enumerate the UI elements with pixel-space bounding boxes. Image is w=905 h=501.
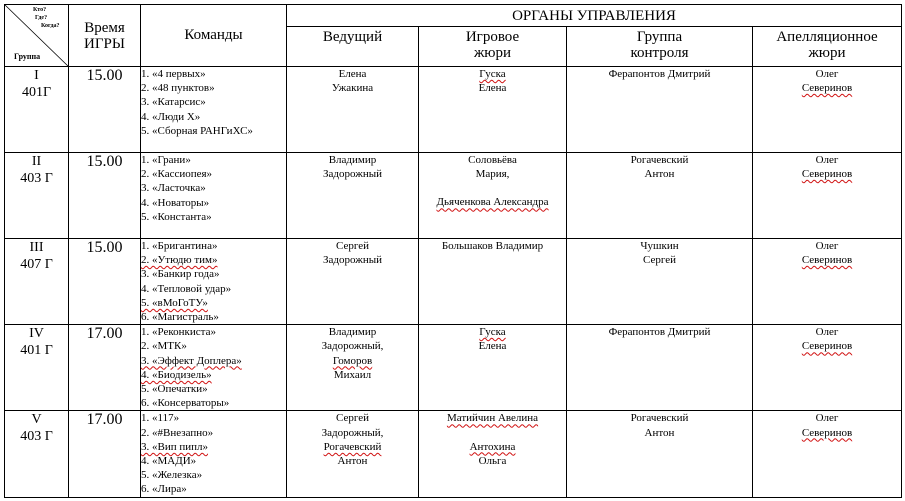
team-item: 5. «Константа» bbox=[141, 210, 212, 223]
game-jury-cell: Большаков Владимир bbox=[419, 239, 567, 325]
team-item: 5. «Опечатки» bbox=[141, 383, 208, 396]
header-when: Когда? bbox=[41, 23, 60, 29]
header-where: Где? bbox=[35, 15, 48, 21]
time-cell: 15.00 bbox=[69, 67, 141, 153]
team-item: 2. «#Внезапно» bbox=[141, 426, 214, 439]
teams-cell bbox=[141, 325, 287, 411]
teams-cell bbox=[141, 153, 287, 239]
header-teams: Команды bbox=[141, 5, 287, 67]
team-item: 1. «Реконкиста» bbox=[141, 326, 216, 339]
game-jury-cell: Соловьёва Мария, Дьяченкова Александра bbox=[419, 153, 567, 239]
teams-cell bbox=[141, 239, 287, 325]
group-cell: II 403 Г bbox=[5, 153, 69, 239]
diagonal-header-cell bbox=[5, 5, 69, 67]
group-cell: I 401Г bbox=[5, 67, 69, 153]
team-item: 2. «48 пунктов» bbox=[141, 82, 215, 95]
control-cell: Ферапонтов Дмитрий bbox=[567, 67, 753, 153]
team-item: 1. «Грани» bbox=[141, 154, 191, 166]
game-jury-cell: Матийчин Авелина Антохина Ольга bbox=[419, 411, 567, 498]
header-game-jury: Игровое жюри bbox=[419, 27, 567, 67]
team-item: 4. «Биодизель» bbox=[141, 368, 212, 381]
team-item: 1. «Бригантина» bbox=[141, 240, 218, 252]
header-organs: ОРГАНЫ УПРАВЛЕНИЯ bbox=[287, 5, 902, 27]
appeal-cell: Олег Северинов bbox=[753, 153, 902, 239]
appeal-cell: Олег Северинов bbox=[753, 325, 902, 411]
team-item: 6. «Магистраль» bbox=[141, 311, 219, 324]
header-time: Время ИГРЫ bbox=[69, 5, 141, 67]
team-item: 2. «МТК» bbox=[141, 340, 187, 353]
team-item: 4. «Люди Х» bbox=[141, 110, 201, 123]
time-cell: 15.00 bbox=[69, 153, 141, 239]
host-cell: Сергей Задорожный bbox=[287, 239, 419, 325]
team-item: 5. «Сборная РАНГиХС» bbox=[141, 124, 253, 137]
group-cell: IV 401 Г bbox=[5, 325, 69, 411]
team-item: 3. «Банкир года» bbox=[141, 268, 220, 281]
header-who: Кто? bbox=[33, 7, 47, 13]
group-cell: III 407 Г bbox=[5, 239, 69, 325]
team-item: 3. «Эффект Доплера» bbox=[141, 354, 242, 367]
header-appeal: Апелляционное жюри bbox=[753, 27, 902, 67]
time-cell: 17.00 bbox=[69, 411, 141, 498]
appeal-cell: Олег Северинов bbox=[753, 67, 902, 153]
host-cell: Елена Ужакина bbox=[287, 67, 419, 153]
team-item: 3. «Катарсис» bbox=[141, 96, 206, 109]
team-item: 6. «Лира» bbox=[141, 483, 187, 496]
header-control: Группа контроля bbox=[567, 27, 753, 67]
control-cell: Рогачевский Антон bbox=[567, 153, 753, 239]
team-item: 5. «Железка» bbox=[141, 469, 203, 482]
table-row bbox=[5, 239, 902, 325]
table-row bbox=[5, 67, 902, 153]
control-cell: Рогачевский Антон bbox=[567, 411, 753, 498]
team-item: 2. «Утюдю тим» bbox=[141, 254, 218, 267]
team-item: 4. «Тепловой удар» bbox=[141, 282, 232, 295]
teams-cell bbox=[141, 411, 287, 498]
control-cell: Чушкин Сергей bbox=[567, 239, 753, 325]
control-cell: Ферапонтов Дмитрий bbox=[567, 325, 753, 411]
team-item: 1. «117» bbox=[141, 412, 180, 425]
team-item: 5. «вМоГоТУ» bbox=[141, 296, 208, 309]
time-cell: 17.00 bbox=[69, 325, 141, 411]
header-host: Ведущий bbox=[287, 27, 419, 67]
team-item: 3. «Ласточка» bbox=[141, 182, 206, 195]
time-cell: 15.00 bbox=[69, 239, 141, 325]
table-row bbox=[5, 411, 902, 498]
appeal-cell: Олег Северинов bbox=[753, 411, 902, 498]
team-item: 3. «Вип пипл» bbox=[141, 440, 209, 453]
schedule-table bbox=[4, 4, 902, 498]
header-group: Группа bbox=[14, 52, 41, 61]
team-item: 4. «Новаторы» bbox=[141, 196, 210, 209]
host-cell: Сергей Задорожный, Рогачевский Антон bbox=[287, 411, 419, 498]
table-row bbox=[5, 153, 902, 239]
game-jury-cell: Гуска Елена bbox=[419, 67, 567, 153]
game-jury-cell: Гуска Елена bbox=[419, 325, 567, 411]
team-item: 2. «Кассиопея» bbox=[141, 168, 213, 181]
host-cell: Владимир Задорожный bbox=[287, 153, 419, 239]
team-item: 4. «МАДИ» bbox=[141, 455, 197, 468]
team-item: 6. «Консерваторы» bbox=[141, 397, 230, 410]
group-cell: V 403 Г bbox=[5, 411, 69, 498]
teams-cell bbox=[141, 67, 287, 153]
table-row bbox=[5, 325, 902, 411]
host-cell: Владимир Задорожный, Гоморов Михаил bbox=[287, 325, 419, 411]
appeal-cell: Олег Северинов bbox=[753, 239, 902, 325]
team-item: 1. «4 первых» bbox=[141, 68, 206, 80]
